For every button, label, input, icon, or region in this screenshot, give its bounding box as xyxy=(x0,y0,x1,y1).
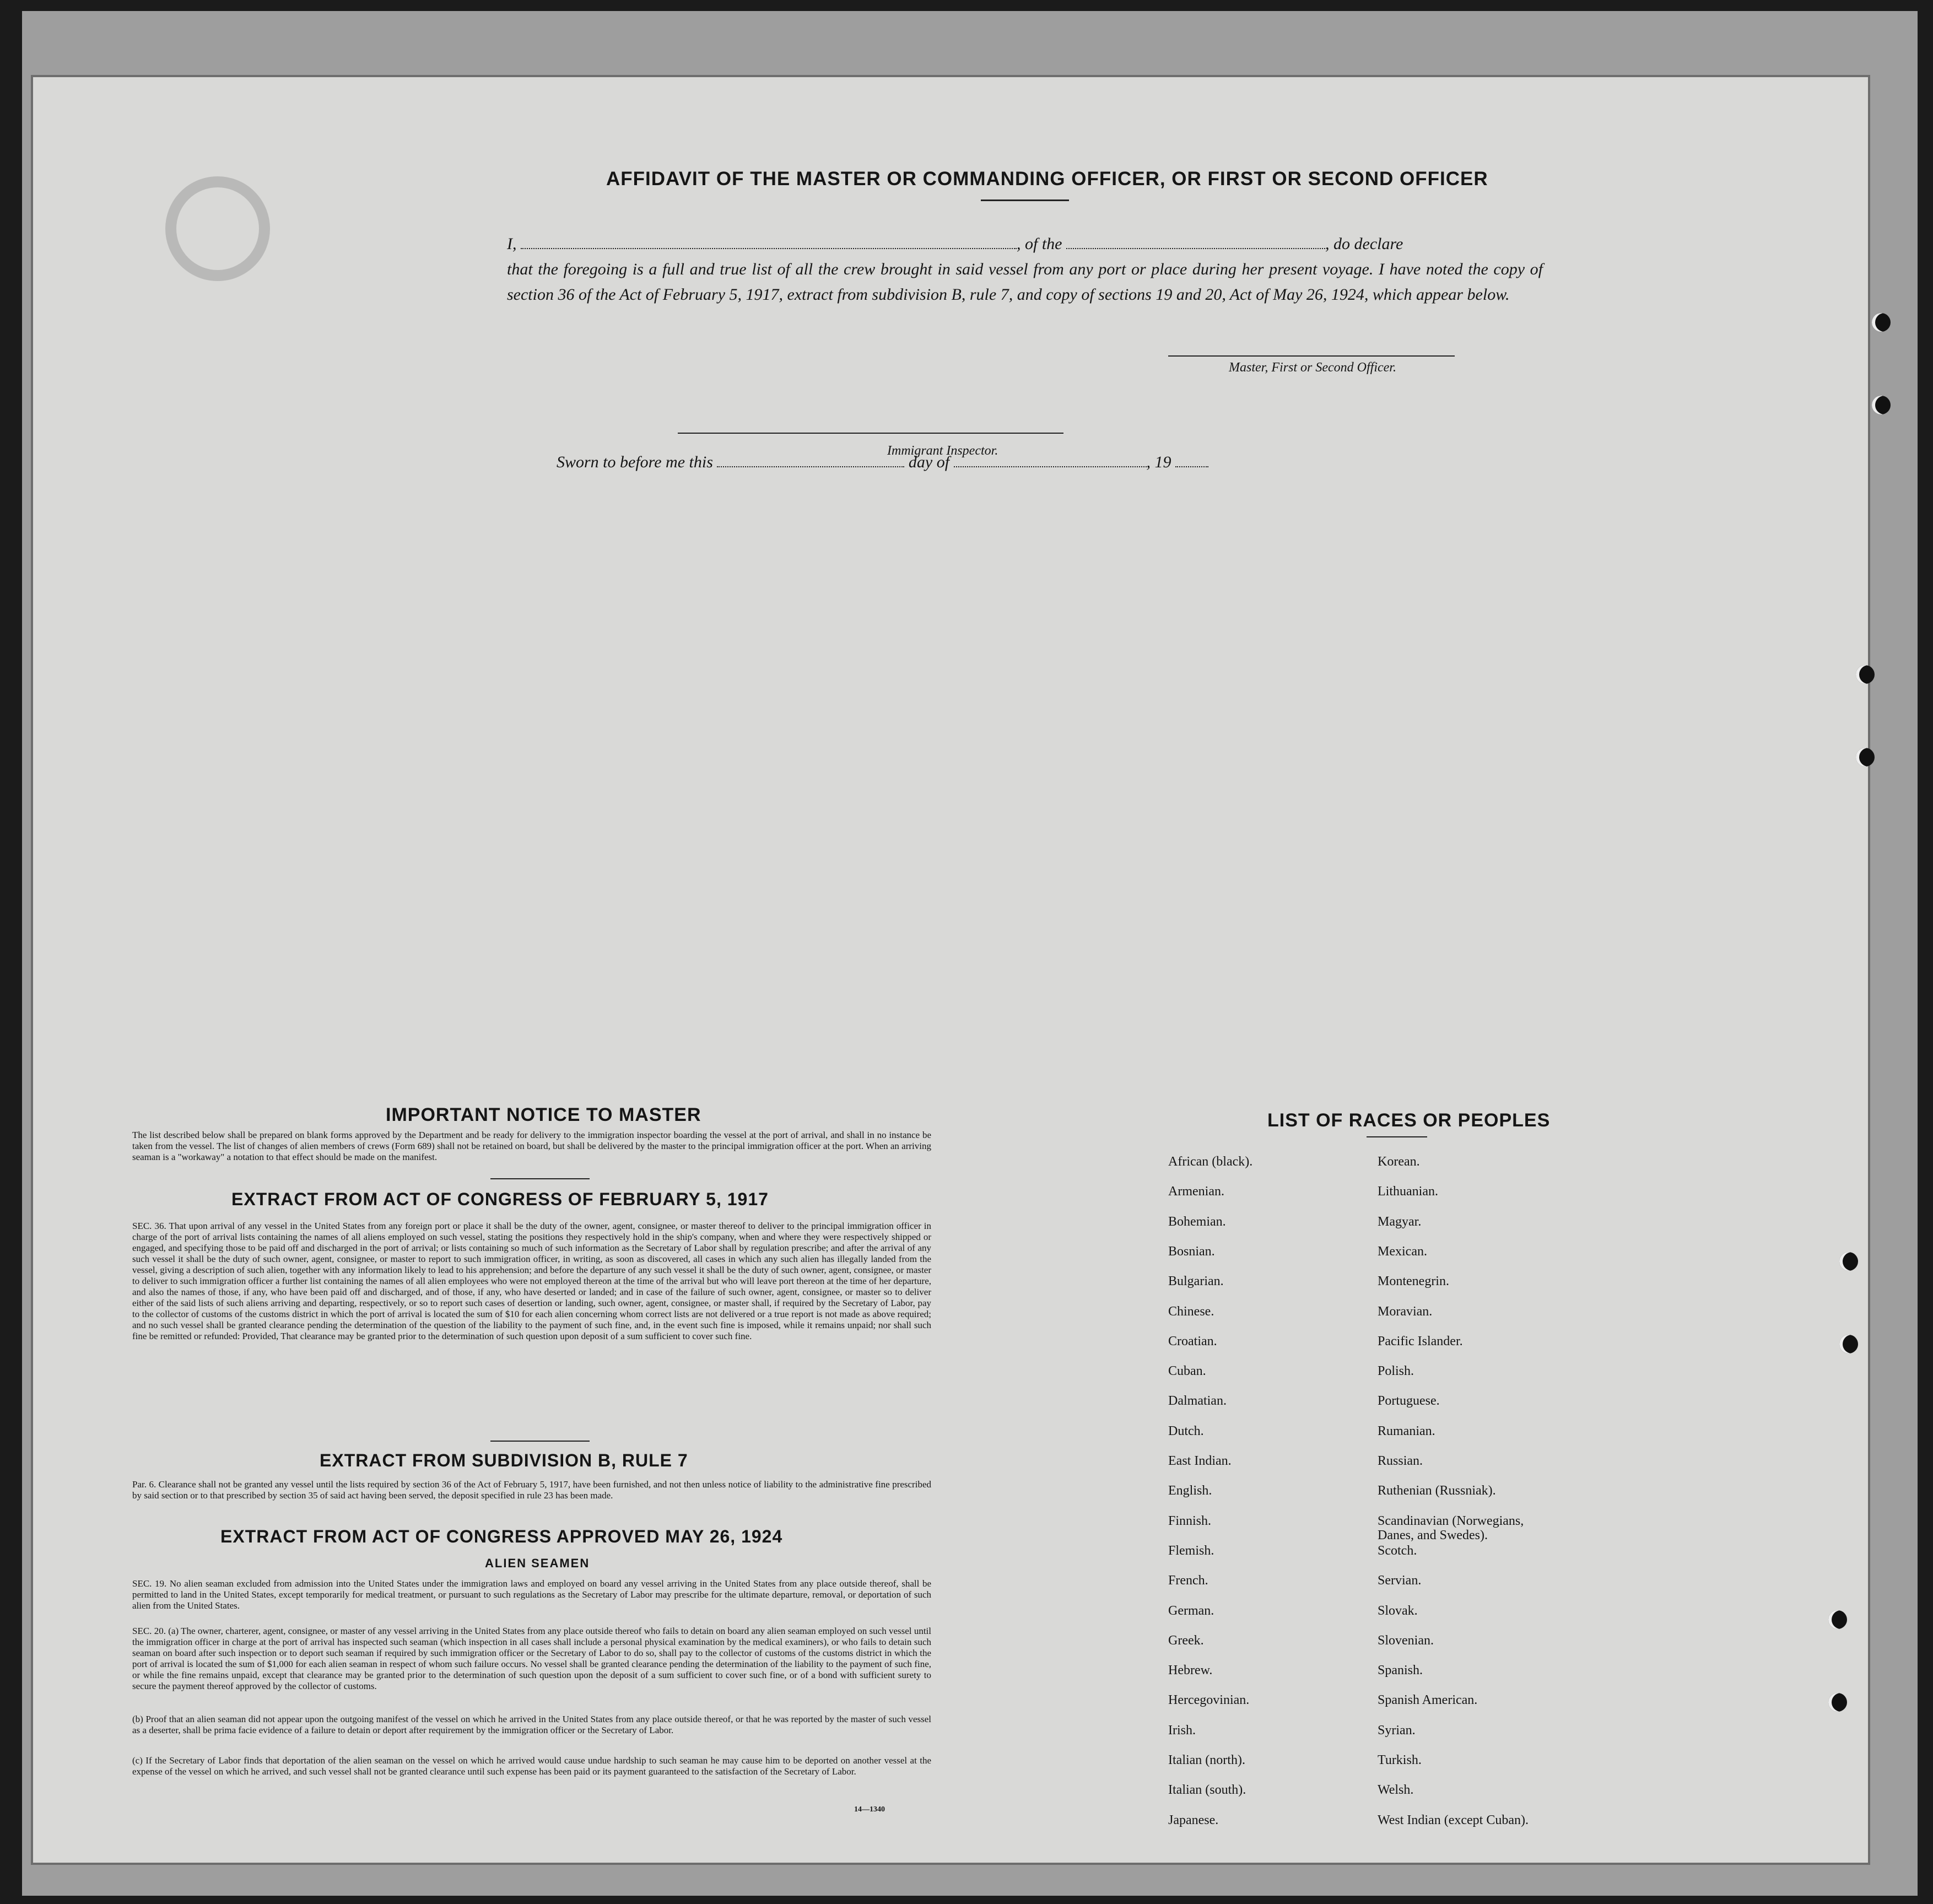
sworn-year-field[interactable] xyxy=(1175,456,1208,467)
section-divider xyxy=(490,1178,590,1179)
race-item: German. xyxy=(1168,1603,1214,1618)
race-item: African (black). xyxy=(1168,1155,1253,1169)
race-item: Pacific Islander. xyxy=(1378,1334,1463,1349)
year-prefix: , 19 xyxy=(1146,453,1171,471)
affidavit-statement xyxy=(507,231,1543,308)
race-item: Mexican. xyxy=(1378,1244,1427,1259)
affidavit-do-declare: , do declare xyxy=(1325,235,1403,253)
race-item: Russian. xyxy=(1378,1454,1423,1468)
extract-1917-body: SEC. 36. That upon arrival of any vessel in the United States from any foreign port or place it shall be the duty of the owner, agent, consignee, or master thereof to deliver to the principal immigration officer in charge of the port of arrival lists containing the names of all aliens employed on such vessel, stating the positions they respectively hold in the ship's company, when and where they were respectively shipped or engaged, and specifying those to be paid off and discharged in the port of arrival; or lists containing so much of such information as the Secretary of Labor shall by regulation prescribe; and after the arrival of any such vessel it shall be the duty of such owner, agent, consignee, or master to report to such immigration officer, in writing, as soon as discovered, all cases in which any such alien has illegally landed from the vessel, giving a description of such alien, together with any information likely to lead to his apprehension; and before the departure of any such vessel it shall be the duty of such owner, agent, consignee, or master to deliver to such immigration officer a further list containing the names of all alien employees who were not employed thereon at the time of the arrival but who will leave port thereon at the time of her departure, and also the names of those, if any, who have been paid off and discharged, and of those, if any, who have deserted or landed; and in case of the failure of such owner, agent, consignee, or master so to deliver either of the said lists of such aliens arriving and departing, respectively, or so to report such cases of desertion or landing, such owner, agent, consignee, or master shall, if required by the Secretary of Labor, pay to the collector of customs of the customs district in which the port of arrival is located the sum of $10 for each alien concerning whom correct lists are not delivered or a true report is not made as above required; and no such vessel shall be granted clearance pending the determination of the question of the liability to the payment of such fine, and, in the event such fine is imposed, while it remains unpaid; nor shall such fine be remitted or refunded: Provided, That clearance may be granted prior to the determination of such question upon deposit of a sum sufficient to cover such fine. xyxy=(132,1221,931,1341)
race-item: Rumanian. xyxy=(1378,1423,1435,1438)
sworn-line xyxy=(557,453,1208,472)
extract-rule7-body: Par. 6. Clearance shall not be granted any vessel until the lists required by section 36 of the Act of February 5, 1917, have been furnished, and not then unless notice of liability to the administrative fine prescribed by said section or to that prescribed by section 35 of said act having been served, the deposit specified in rule 23 has been made. xyxy=(132,1479,931,1501)
race-item: Turkish. xyxy=(1378,1753,1422,1767)
punch-hole xyxy=(1872,313,1891,332)
race-item: Finnish. xyxy=(1168,1513,1212,1528)
affidavit-i-prefix: I, xyxy=(507,235,517,253)
extract-rule7-title: EXTRACT FROM SUBDIVISION B, RULE 7 xyxy=(320,1450,688,1470)
sworn-day-field[interactable] xyxy=(717,456,904,467)
race-item: Slovak. xyxy=(1378,1603,1418,1618)
affidavit-text: that the foregoing is a full and true list of all the crew brought in said vessel from any port or place during her present voyage. I have noted the copy of section 36 of the Act of February 5, 1917, extract from subdivision B, rule 7, and copy of sections 19 and 20, Act of May 26, 1924, which appear below. xyxy=(507,260,1543,304)
race-item: Cuban. xyxy=(1168,1364,1206,1379)
affidavit-of-the: , of the xyxy=(1017,235,1062,253)
race-item: Flemish. xyxy=(1168,1543,1214,1558)
sec20c-text: (c) If the Secretary of Labor finds that deportation of the alien seaman on the vessel on which he arrived would cause undue hardship to such seaman he may cause him to be deported on another vessel at the expense of the vessel on which he arrived, and such vessel shall not be granted clearance until such expense has been paid or its payment guaranteed to the satisfaction of the Secretary of Labor. xyxy=(132,1755,931,1777)
extract-1924-title: EXTRACT FROM ACT OF CONGRESS APPROVED MAY 26, 1924 xyxy=(220,1527,783,1546)
race-item: Polish. xyxy=(1378,1364,1414,1379)
race-item: Italian (north). xyxy=(1168,1753,1245,1767)
race-item: Scotch. xyxy=(1378,1543,1417,1558)
race-item: Slovenian. xyxy=(1378,1633,1434,1648)
race-item: Portuguese. xyxy=(1378,1394,1440,1409)
race-item: Syrian. xyxy=(1378,1723,1416,1738)
race-item: Greek. xyxy=(1168,1633,1204,1648)
alien-seamen-subtitle: ALIEN SEAMEN xyxy=(485,1556,590,1570)
race-item: Montenegrin. xyxy=(1378,1274,1449,1289)
race-item: Korean. xyxy=(1378,1155,1420,1169)
race-item: Welsh. xyxy=(1378,1783,1414,1798)
section-divider xyxy=(490,1441,590,1442)
race-item: Magyar. xyxy=(1378,1214,1422,1229)
race-item: Japanese. xyxy=(1168,1813,1219,1827)
punch-hole xyxy=(1828,1693,1847,1712)
races-title: LIST OF RACES OR PEOPLES xyxy=(1267,1110,1551,1131)
form-page xyxy=(33,77,1868,1863)
master-signature-line[interactable] xyxy=(1168,355,1455,357)
race-item: Dutch. xyxy=(1168,1423,1204,1438)
race-item: Danes, and Swedes). xyxy=(1378,1528,1488,1542)
race-item: Lithuanian. xyxy=(1378,1184,1438,1199)
race-item: Moravian. xyxy=(1378,1304,1433,1319)
race-item: Bohemian. xyxy=(1168,1214,1226,1229)
punch-hole xyxy=(1828,1610,1847,1629)
race-item: Spanish American. xyxy=(1378,1693,1478,1708)
form-number: 14—1340 xyxy=(854,1805,885,1814)
race-item: English. xyxy=(1168,1484,1212,1498)
races-divider xyxy=(1367,1136,1427,1137)
inspector-signature-label: Immigrant Inspector. xyxy=(887,444,998,458)
race-item: Bulgarian. xyxy=(1168,1274,1224,1289)
sworn-text: Sworn to before me this xyxy=(557,453,713,471)
sec19-text: SEC. 19. No alien seaman excluded from admission into the United States under the immigration laws and employed on board any vessel arriving in the United States from any place outside thereof, shall be permitted to land in the United States, except temporarily for medical treatment, or pursuant to such regulations as the Secretary of Labor may prescribe for the ultimate departure, removal, or deportation of such alien from the United States. xyxy=(132,1578,931,1611)
sec20b-text: (b) Proof that an alien seaman did not appear upon the outgoing manifest of the vessel on which he arrived in the United States from any place outside thereof, or that he was reported by the master of such vessel as a deserter, shall be prima facie evidence of a failure to detain or deport after requirement by the immigration officer or the Secretary of Labor. xyxy=(132,1714,931,1735)
punch-hole xyxy=(1839,1335,1858,1353)
sec20a-text: SEC. 20. (a) The owner, charterer, agent, consignee, or master of any vessel arriving in the United States from any place outside thereof who fails to detain on board any alien seaman employed on such vessel until the immigration officer in charge at the port of arrival has inspected such seaman (which inspection in all cases shall include a personal physical examination by the medical examiners), or who fails to detain such seaman on board after such inspection or to deport such seaman if required by such immigration officer or the Secretary of Labor to do so, shall pay to the collector of customs of the customs district in which the port of arrival is located the sum of $1,000 for each alien seaman in respect of whom such failure occurs. No vessel shall be granted clearance pending the determination of the liability to the payment of such fine, or while the fine remains unpaid, except that clearance may be granted prior to the determination of such question upon the deposit of a sum sufficient to cover such fine, or of a bond with sufficient surety to secure the payment thereof approved by the collector of customs. xyxy=(132,1626,931,1691)
race-item: Irish. xyxy=(1168,1723,1196,1738)
race-item: East Indian. xyxy=(1168,1454,1232,1468)
affidavit-title: AFFIDAVIT OF THE MASTER OR COMMANDING OFFICER, OR FIRST OR SECOND OFFICER xyxy=(606,168,1488,190)
vessel-name-field[interactable] xyxy=(1066,238,1325,249)
race-item: Servian. xyxy=(1378,1573,1422,1588)
bleed-through-stamp xyxy=(165,176,270,281)
race-item: Hercegovinian. xyxy=(1168,1693,1250,1708)
race-item: West Indian (except Cuban). xyxy=(1378,1813,1529,1827)
race-item: French. xyxy=(1168,1573,1208,1588)
race-item: Dalmatian. xyxy=(1168,1394,1227,1409)
race-item: Bosnian. xyxy=(1168,1244,1215,1259)
master-signature-label: Master, First or Second Officer. xyxy=(1229,360,1396,375)
master-name-field[interactable] xyxy=(521,238,1017,249)
extract-1917-title: EXTRACT FROM ACT OF CONGRESS OF FEBRUARY 5, 1917 xyxy=(231,1189,769,1209)
title-divider xyxy=(981,199,1069,201)
race-item: Chinese. xyxy=(1168,1304,1214,1319)
day-of-label: day of xyxy=(908,453,950,471)
punch-hole xyxy=(1856,665,1875,684)
inspector-signature-line[interactable] xyxy=(678,433,1063,434)
punch-hole xyxy=(1872,396,1891,414)
race-item: Spanish. xyxy=(1378,1663,1423,1678)
race-item: Hebrew. xyxy=(1168,1663,1213,1678)
notice-body: The list described below shall be prepared on blank forms approved by the Department and be ready for delivery to the immigration inspector boarding the vessel at the port of arrival, and shall in no instance be taken from the vessel. The list of changes of alien members of crews (Form 689) shall not be retained on board, but shall be delivered by the master to the principal immigration officer at the port. When an arriving seaman is a "workaway" a notation to that effect should be made on the manifest. xyxy=(132,1130,931,1162)
punch-hole xyxy=(1856,748,1875,767)
race-item: Scandinavian (Norwegians, xyxy=(1378,1513,1524,1528)
race-item: Armenian. xyxy=(1168,1184,1224,1199)
race-item: Italian (south). xyxy=(1168,1783,1246,1798)
punch-hole xyxy=(1839,1252,1858,1271)
notice-title: IMPORTANT NOTICE TO MASTER xyxy=(386,1104,701,1125)
race-item: Croatian. xyxy=(1168,1334,1217,1349)
race-item: Ruthenian (Russniak). xyxy=(1378,1484,1496,1498)
